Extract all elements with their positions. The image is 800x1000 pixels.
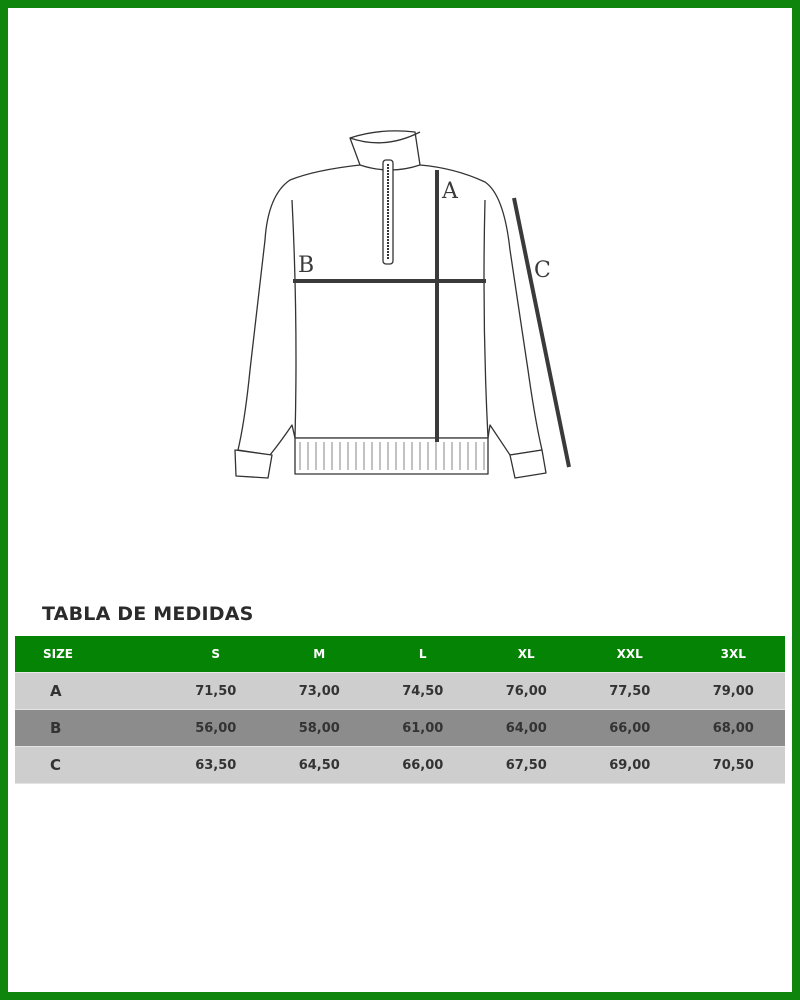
sweatshirt-diagram bbox=[220, 120, 590, 490]
table-row bbox=[15, 710, 785, 747]
table-header-row bbox=[15, 636, 785, 673]
header-xl: XL bbox=[475, 636, 579, 673]
header-l: L bbox=[371, 636, 475, 673]
cell: 73,00 bbox=[268, 673, 372, 710]
cell: 71,50 bbox=[164, 673, 268, 710]
label-b: B bbox=[298, 253, 315, 278]
header-3xl: 3XL bbox=[682, 636, 786, 673]
cell: 66,00 bbox=[371, 747, 475, 784]
label-a: A bbox=[442, 179, 458, 204]
row-label: C bbox=[15, 747, 164, 784]
cell: 74,50 bbox=[371, 673, 475, 710]
cell: 58,00 bbox=[268, 710, 372, 747]
header-size: SIZE bbox=[15, 636, 164, 673]
cell: 67,50 bbox=[475, 747, 579, 784]
cell: 56,00 bbox=[164, 710, 268, 747]
cell: 66,00 bbox=[578, 710, 682, 747]
row-label: B bbox=[15, 710, 164, 747]
cell: 63,50 bbox=[164, 747, 268, 784]
cell: 68,00 bbox=[682, 710, 786, 747]
cell: 79,00 bbox=[682, 673, 786, 710]
table-row bbox=[15, 673, 785, 710]
cell: 77,50 bbox=[578, 673, 682, 710]
cell: 61,00 bbox=[371, 710, 475, 747]
cell: 70,50 bbox=[682, 747, 786, 784]
cell: 69,00 bbox=[578, 747, 682, 784]
cell: 64,50 bbox=[268, 747, 372, 784]
row-label: A bbox=[15, 673, 164, 710]
header-m: M bbox=[268, 636, 372, 673]
table-row bbox=[15, 747, 785, 784]
cell: 64,00 bbox=[475, 710, 579, 747]
cell: 76,00 bbox=[475, 673, 579, 710]
size-table bbox=[15, 636, 785, 784]
label-c: C bbox=[534, 258, 551, 283]
header-s: S bbox=[164, 636, 268, 673]
header-xxl: XXL bbox=[578, 636, 682, 673]
page-title: TABLA DE MEDIDAS bbox=[42, 603, 254, 625]
